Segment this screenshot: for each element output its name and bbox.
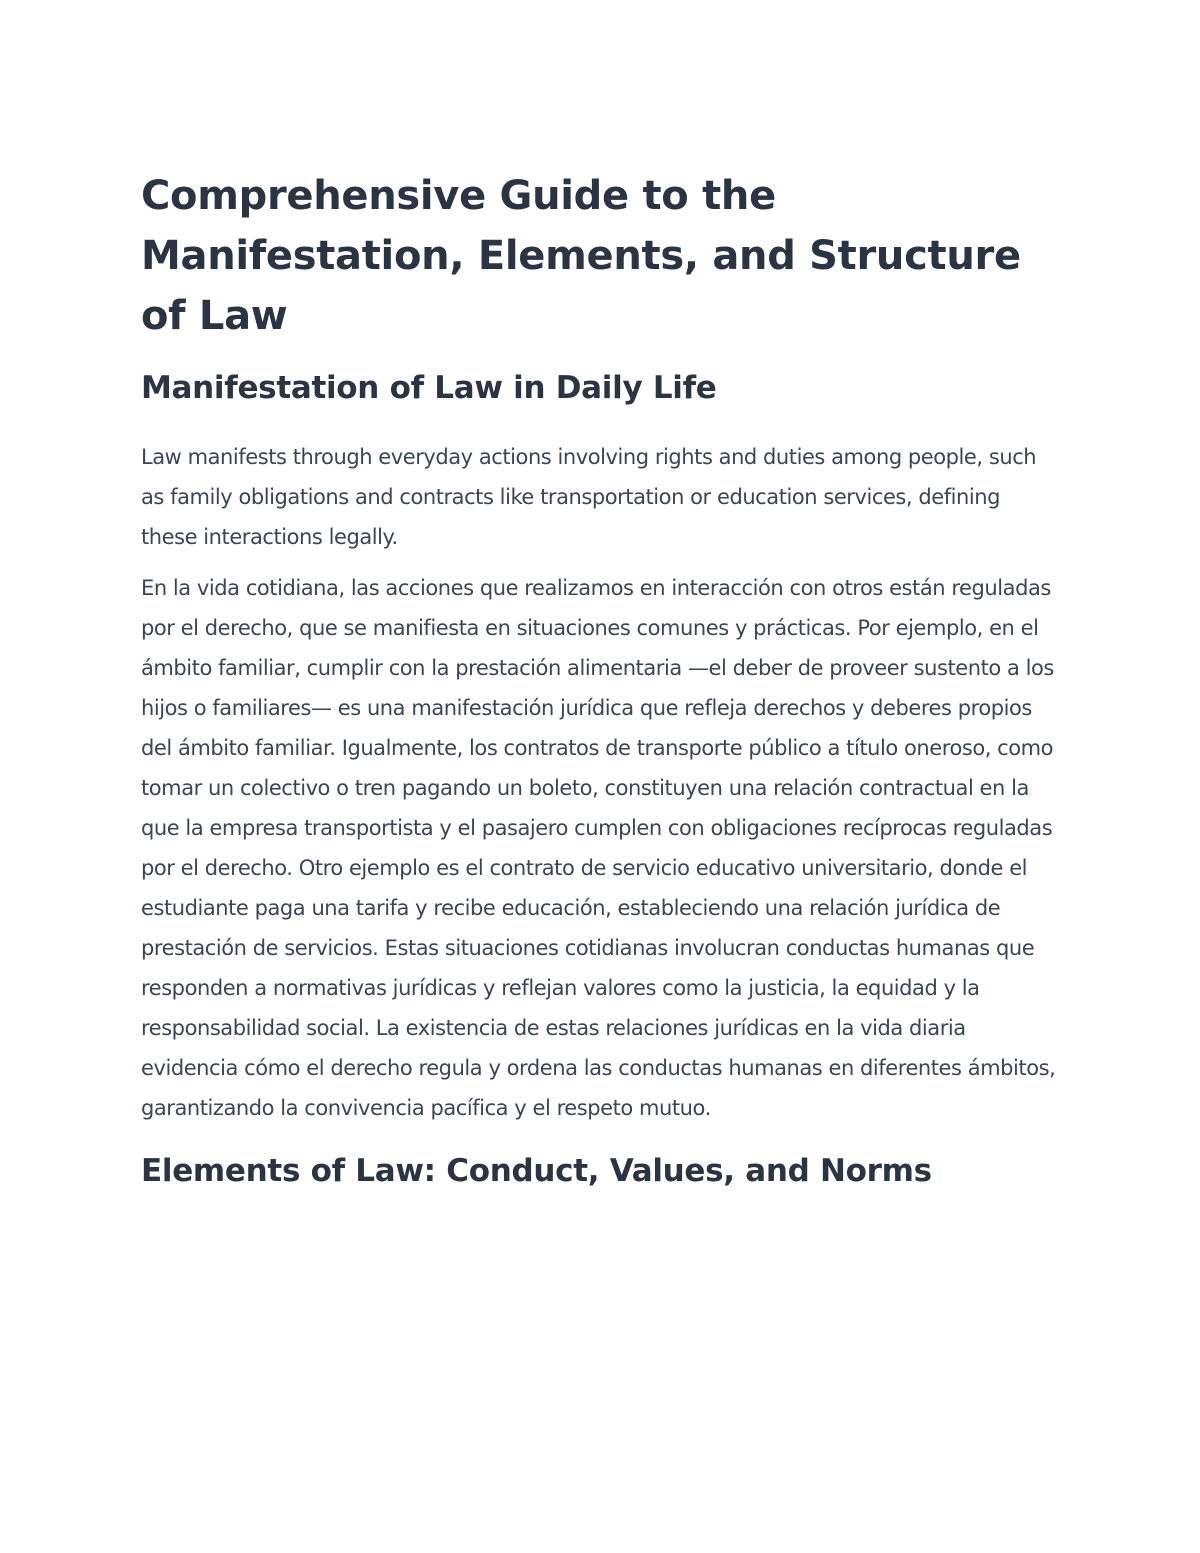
section-heading-elements: Elements of Law: Conduct, Values, and Norms [141,1153,932,1189]
document-page [141,166,1061,1191]
paragraph-spanish-body: En la vida cotidiana, las acciones que realizamos en interacción con otros están reguladas por el derecho, que se manifiesta en situaciones comunes y prácticas. Por ejemplo, en el ámbito familiar, cumplir con la prestación alimentaria —el deber de proveer sustento a los hijos o familiares— es una manifestación jurídica que refleja derechos y deberes propios del ámbito familiar. Igualmente, los contratos de transporte público a título oneroso, como tomar un colectivo o tren pagando un boleto, constituyen una relación contractual en la que la empresa transportista y el pasajero cumplen con obligaciones recíprocas reguladas por el derecho. Otro ejemplo es el contrato de servicio educativo universitario, donde el estudiante paga una tarifa y recibe educación, estableciendo una relación jurídica de prestación de servicios. Estas situaciones cotidianas involucran conductas humanas que responden a normativas jurídicas y reflejan valores como la justicia, la equidad y la responsabilidad social. La existencia de estas relaciones jurídicas en la vida diaria evidencia cómo el derecho regula y ordena las conductas humanas en diferentes ámbitos, garantizando la convivencia pacífica y el respeto mutuo. [141,576,1056,1120]
document-title: Comprehensive Guide to the Manifestation, Elements, and Structure of Law [141,173,1021,339]
section-heading-manifestation: Manifestation of Law in Daily Life [141,370,717,406]
paragraph-english-summary: Law manifests through everyday actions involving rights and duties among people, such as family obligations and contracts like transportation or education services, defining these interactions legally. [141,445,1037,549]
